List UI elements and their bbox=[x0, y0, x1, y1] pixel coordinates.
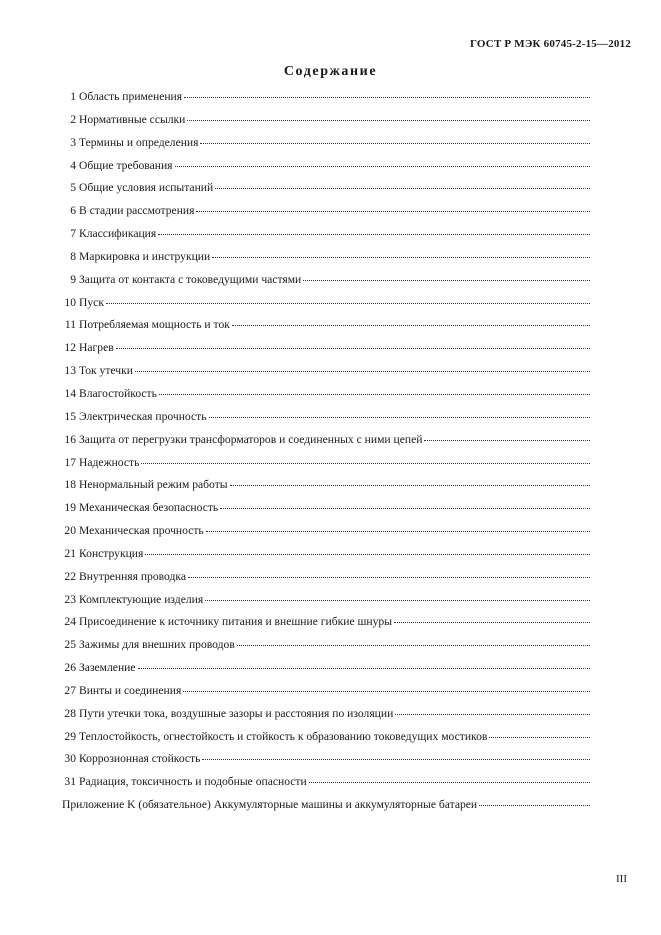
toc-entry-number: 9 bbox=[70, 272, 76, 286]
toc-entry[interactable] bbox=[62, 204, 590, 227]
toc-entry-number: 3 bbox=[70, 135, 76, 149]
toc-dot-leader bbox=[196, 210, 590, 212]
toc-dot-leader bbox=[479, 804, 590, 806]
toc-dot-leader bbox=[188, 576, 590, 578]
toc-entry-number: 19 bbox=[64, 501, 76, 515]
toc-entry[interactable] bbox=[62, 227, 590, 250]
toc-entry-number: 27 bbox=[64, 683, 76, 697]
toc-entry[interactable] bbox=[62, 136, 590, 159]
toc-entry[interactable] bbox=[62, 775, 590, 798]
toc-entry-number: 15 bbox=[64, 409, 76, 423]
toc-dot-leader bbox=[212, 256, 590, 258]
toc-entry[interactable] bbox=[62, 273, 590, 296]
toc-entry[interactable] bbox=[62, 684, 590, 707]
toc-dot-leader bbox=[237, 644, 590, 646]
toc-entry[interactable] bbox=[62, 478, 590, 501]
toc-dot-leader bbox=[187, 119, 590, 121]
toc-entry-label: Защита от контакта с токоведущими частями bbox=[79, 272, 302, 286]
toc-entry-label: Конструкция bbox=[79, 546, 144, 560]
toc-entry[interactable] bbox=[62, 638, 590, 661]
toc-entry-number: 18 bbox=[64, 478, 76, 492]
toc-entry-number: 29 bbox=[64, 729, 76, 743]
toc-dot-leader bbox=[202, 758, 590, 760]
toc-entry[interactable] bbox=[62, 113, 590, 136]
toc-entry-label: В стадии рассмотрения bbox=[79, 204, 195, 218]
toc-entry-number: 5 bbox=[70, 181, 76, 195]
toc-entry-label: Радиация, токсичность и подобные опасности bbox=[79, 775, 307, 789]
toc-entry-label: Ненормальный режим работы bbox=[79, 478, 228, 492]
toc-entry-label: Маркировка и инструкции bbox=[79, 249, 211, 263]
toc-entry[interactable] bbox=[62, 387, 590, 410]
toc-entry[interactable] bbox=[62, 593, 590, 616]
toc-entry-label: Защита от перегрузки трансформаторов и соединенных с ними цепей bbox=[79, 432, 423, 446]
toc-entry-label: Электрическая прочность bbox=[79, 409, 207, 423]
toc-dot-leader bbox=[489, 736, 590, 738]
toc-dot-leader bbox=[424, 439, 590, 441]
toc-dot-leader bbox=[175, 165, 590, 167]
toc-entry-label: Внутренняя проводка bbox=[79, 569, 187, 583]
toc-dot-leader bbox=[106, 302, 590, 304]
toc-entry-label: Потребляемая мощность и ток bbox=[79, 318, 230, 332]
toc-dot-leader bbox=[159, 393, 590, 395]
toc-entry[interactable] bbox=[62, 615, 590, 638]
toc-entry-label: Пути утечки тока, воздушные зазоры и расстояния по изоляции bbox=[79, 706, 394, 720]
toc-entry-number: 13 bbox=[64, 364, 76, 378]
toc-dot-leader bbox=[220, 507, 590, 509]
toc-entry-number: 23 bbox=[64, 592, 76, 606]
toc-entry-number: 20 bbox=[64, 524, 76, 538]
toc-dot-leader bbox=[303, 279, 590, 281]
toc-entry-number: 17 bbox=[64, 455, 76, 469]
toc-dot-leader bbox=[135, 370, 590, 372]
toc-entry-number: 2 bbox=[70, 112, 76, 126]
toc-entry-number: 6 bbox=[70, 204, 76, 218]
toc-entry-number: 1 bbox=[70, 90, 76, 103]
toc-entry-number: 11 bbox=[64, 318, 76, 332]
toc-entry[interactable] bbox=[62, 456, 590, 479]
toc-entry[interactable] bbox=[62, 730, 590, 753]
toc-entry-number: 30 bbox=[64, 752, 76, 766]
toc-entry-label: Влагостойкость bbox=[79, 386, 157, 400]
page-title: Содержание bbox=[283, 64, 378, 79]
page-number: III bbox=[616, 873, 627, 885]
toc-entry[interactable] bbox=[62, 433, 590, 456]
toc-entry[interactable] bbox=[62, 410, 590, 433]
table-of-contents bbox=[62, 90, 590, 821]
toc-entry-label: Область применения bbox=[79, 90, 183, 103]
toc-entry-label: Механическая безопасность bbox=[79, 501, 219, 515]
toc-entry-number: 21 bbox=[64, 546, 76, 560]
toc-entry[interactable] bbox=[62, 181, 590, 204]
toc-entry-number: 26 bbox=[64, 661, 76, 675]
toc-entry[interactable] bbox=[62, 547, 590, 570]
toc-entry[interactable] bbox=[62, 250, 590, 273]
toc-entry-number: 4 bbox=[70, 158, 76, 172]
toc-entry-label: Присоединение к источнику питания и внешние гибкие шнуры bbox=[79, 615, 393, 629]
toc-dot-leader bbox=[200, 142, 590, 144]
toc-entry[interactable] bbox=[62, 570, 590, 593]
toc-entry[interactable] bbox=[62, 318, 590, 341]
toc-dot-leader bbox=[145, 553, 590, 555]
toc-dot-leader bbox=[232, 324, 590, 326]
toc-entry-number: 12 bbox=[64, 341, 76, 355]
toc-entry-label: Механическая прочность bbox=[79, 524, 204, 538]
toc-entry[interactable] bbox=[62, 707, 590, 730]
toc-entry-label: Нормативные ссылки bbox=[79, 112, 186, 126]
toc-dot-leader bbox=[158, 233, 590, 235]
toc-entry-number: 25 bbox=[64, 638, 76, 652]
toc-entry-label: Зажимы для внешних проводов bbox=[79, 638, 235, 652]
toc-entry[interactable] bbox=[62, 798, 590, 821]
toc-entry-number: 8 bbox=[70, 249, 76, 263]
toc-entry[interactable] bbox=[62, 159, 590, 182]
toc-entry-number: 31 bbox=[64, 775, 76, 789]
toc-dot-leader bbox=[309, 781, 590, 783]
toc-entry[interactable] bbox=[62, 341, 590, 364]
toc-entry-number: 10 bbox=[64, 295, 76, 309]
toc-entry[interactable] bbox=[62, 90, 590, 113]
toc-entry[interactable] bbox=[62, 524, 590, 547]
toc-dot-leader bbox=[205, 599, 590, 601]
toc-entry-label: Нагрев bbox=[79, 341, 114, 355]
toc-entry-label: Надежность bbox=[79, 455, 140, 469]
toc-entry-label: Теплостойкость, огнестойкость и стойкость к образованию токоведущих мостиков bbox=[79, 729, 488, 743]
toc-entry-label: Общие условия испытаний bbox=[79, 181, 214, 195]
toc-entry[interactable] bbox=[62, 501, 590, 524]
toc-entry-label: Приложение K (обязательное) Аккумуляторные машины и аккумуляторные батареи bbox=[62, 798, 478, 812]
toc-dot-leader bbox=[116, 347, 590, 349]
toc-entry-label: Классификация bbox=[79, 227, 157, 241]
toc-entry-label: Заземление bbox=[79, 661, 136, 675]
toc-entry-label: Термины и определения bbox=[79, 135, 199, 149]
toc-dot-leader bbox=[206, 530, 590, 532]
toc-dot-leader bbox=[138, 667, 590, 669]
toc-dot-leader bbox=[394, 621, 590, 623]
toc-entry-label: Винты и соединения bbox=[79, 683, 182, 697]
toc-dot-leader bbox=[141, 462, 590, 464]
toc-entry-number: 16 bbox=[64, 432, 76, 446]
toc-entry[interactable] bbox=[62, 296, 590, 319]
toc-dot-leader bbox=[184, 96, 590, 98]
toc-entry-label: Ток утечки bbox=[79, 364, 133, 378]
toc-entry-number: 28 bbox=[64, 706, 76, 720]
toc-dot-leader bbox=[230, 484, 590, 486]
toc-dot-leader bbox=[395, 713, 590, 715]
toc-entry-number: 22 bbox=[64, 569, 76, 583]
toc-entry[interactable] bbox=[62, 364, 590, 387]
toc-entry-number: 14 bbox=[64, 386, 76, 400]
toc-entry[interactable] bbox=[62, 661, 590, 684]
toc-entry-label: Комплектующие изделия bbox=[79, 592, 204, 606]
toc-entry-number: 7 bbox=[70, 227, 76, 241]
toc-dot-leader bbox=[215, 187, 590, 189]
toc-entry-label: Общие требования bbox=[79, 158, 173, 172]
toc-dot-leader bbox=[183, 690, 590, 692]
toc-dot-leader bbox=[209, 416, 591, 418]
toc-entry[interactable] bbox=[62, 752, 590, 775]
document-standard-header: ГОСТ Р МЭК 60745-2-15—2012 bbox=[469, 38, 631, 50]
toc-entry-label: Коррозионная стойкость bbox=[79, 752, 201, 766]
toc-entry-label: Пуск bbox=[79, 295, 104, 309]
toc-entry-number: 24 bbox=[64, 615, 76, 629]
